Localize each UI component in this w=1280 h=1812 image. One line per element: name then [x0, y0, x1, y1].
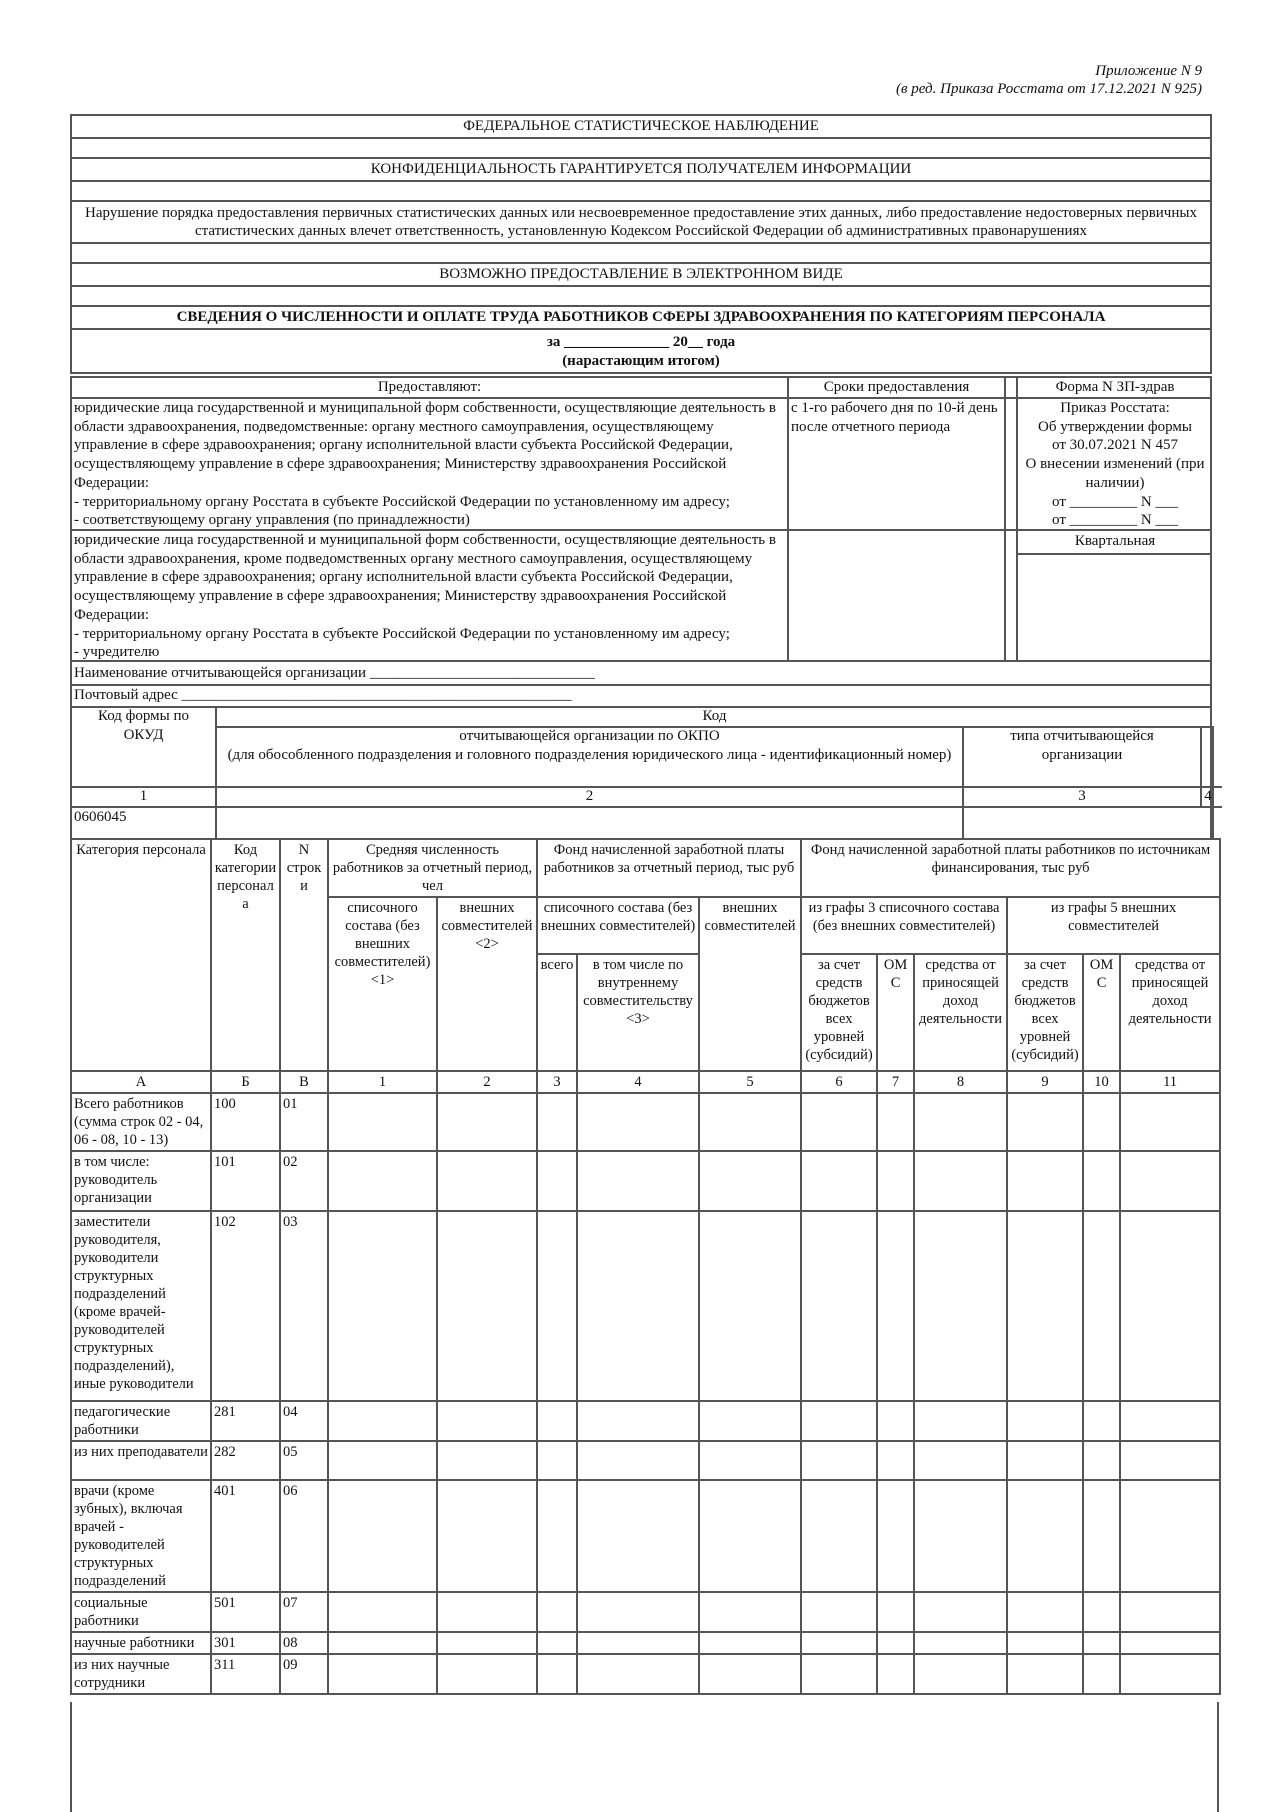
colnum: Б — [211, 1071, 280, 1093]
terms-header: Сроки предоставления — [823, 379, 970, 395]
data-cell-col-3[interactable] — [537, 1592, 577, 1632]
data-cell-col-1[interactable] — [328, 1093, 437, 1151]
header-from-col5: из графы 5 внешних совместителей — [1007, 897, 1220, 954]
data-cell-col-6[interactable] — [801, 1592, 877, 1632]
okpo-label: отчитывающейся организации по ОКПО (для обособленного подразделения и головного подразделения юридического лица - идентификационный номер) — [227, 728, 952, 763]
colnum: А — [71, 1071, 211, 1093]
period-text: за ______________ 20__ года — [546, 334, 736, 350]
providers-row2-text: юридические лица государственной и муниципальной форм собственности, осуществляющие деятельность в области здравоохранения, кроме подведомственных органу местного самоуправления, осуществляющему управление в сфере здравоохранения; органу исполнительной власти субъекта Российской Федерации, осуществляющему управление в сфере здравоохранения; Министерству здравоохранения Российской Федерации: - территориальному органу Росстата в субъекте Российской Федерации по установленному им адресу; - учредителю — [74, 532, 776, 661]
row-category-code: 401 — [211, 1480, 280, 1592]
header-box — [70, 114, 1212, 374]
data-cell-col-9[interactable] — [1007, 1654, 1083, 1694]
row-category-code: 282 — [211, 1441, 280, 1480]
org-type-label: типа отчитывающейся организации — [1010, 728, 1154, 763]
data-cell-col-2[interactable] — [437, 1093, 537, 1151]
data-cell-col-4[interactable] — [577, 1441, 699, 1480]
data-cell-col-6[interactable] — [801, 1480, 877, 1592]
data-cell-col-3[interactable] — [537, 1211, 577, 1401]
data-cell-col-2[interactable] — [437, 1401, 537, 1441]
colnum: 2 — [437, 1071, 537, 1093]
providers-header: Предоставляют: — [377, 379, 482, 395]
data-cell-col-6[interactable] — [801, 1151, 877, 1211]
data-cell-col-11[interactable] — [1120, 1401, 1220, 1441]
row-category-name: заместители руководителя, руководители структурных подразделений (кроме врачей-руководителей структурных подразделений), иные руководители — [71, 1211, 211, 1401]
data-cell-col-5[interactable] — [699, 1654, 801, 1694]
data-cell-col-7[interactable] — [877, 1211, 914, 1401]
header-internal: в том числе по внутреннему совместительству <3> — [577, 954, 699, 1071]
data-cell-col-1[interactable] — [328, 1654, 437, 1694]
data-cell-col-5[interactable] — [699, 1632, 801, 1654]
spacer-row — [72, 139, 1210, 159]
okud-code-value: 0606045 — [74, 809, 127, 825]
data-cell-col-11[interactable] — [1120, 1480, 1220, 1592]
data-cell-col-1[interactable] — [328, 1441, 437, 1480]
data-cell-col-4[interactable] — [577, 1093, 699, 1151]
data-cell-col-5[interactable] — [699, 1151, 801, 1211]
row-line-number: 02 — [280, 1151, 328, 1211]
data-cell-col-10[interactable] — [1083, 1632, 1120, 1654]
violation-row — [72, 202, 1210, 244]
federal-title: ФЕДЕРАЛЬНОЕ СТАТИСТИЧЕСКОЕ НАБЛЮДЕНИЕ — [463, 118, 819, 134]
data-cell-col-2[interactable] — [437, 1592, 537, 1632]
data-cell-col-1[interactable] — [328, 1480, 437, 1592]
row-category-name: в том числе: руководитель организации — [71, 1151, 211, 1211]
data-cell-col-7[interactable] — [877, 1654, 914, 1694]
divider — [1016, 553, 1212, 555]
data-cell-col-11[interactable] — [1120, 1654, 1220, 1694]
table-row — [71, 1151, 1220, 1211]
data-cell-col-11[interactable] — [1120, 1093, 1220, 1151]
data-cell-col-5[interactable] — [699, 1401, 801, 1441]
spacer-row — [72, 182, 1210, 202]
table-row — [71, 1480, 1220, 1592]
data-cell-col-9[interactable] — [1007, 1093, 1083, 1151]
data-cell-col-7[interactable] — [877, 1151, 914, 1211]
org-box — [70, 662, 1212, 838]
data-cell-col-9[interactable] — [1007, 1592, 1083, 1632]
data-cell-col-9[interactable] — [1007, 1480, 1083, 1592]
data-cell-col-5[interactable] — [699, 1480, 801, 1592]
data-cell-col-3[interactable] — [537, 1441, 577, 1480]
header-income-3: средства от приносящей доход деятельности — [914, 954, 1007, 1071]
data-cell-col-9[interactable] — [1007, 1441, 1083, 1480]
data-cell-col-10[interactable] — [1083, 1211, 1120, 1401]
data-cell-col-10[interactable] — [1083, 1480, 1120, 1592]
data-cell-col-10[interactable] — [1083, 1151, 1120, 1211]
data-cell-col-8[interactable] — [914, 1654, 1007, 1694]
violation-text: Нарушение порядка предоставления первичных статистических данных или несвоевременное предоставление этих данных, либо предоставление недостоверных первичных статистических данных влечет ответственность, установленную Кодексом Российской Федерации об административных правонарушениях — [85, 205, 1197, 239]
colnum: 10 — [1083, 1071, 1120, 1093]
data-cell-col-11[interactable] — [1120, 1211, 1220, 1401]
data-cell-col-2[interactable] — [437, 1151, 537, 1211]
confidential-row — [72, 159, 1210, 182]
row-category-name: из них научные сотрудники — [71, 1654, 211, 1694]
column-number-row — [71, 1071, 1220, 1093]
data-cell-col-8[interactable] — [914, 1592, 1007, 1632]
colnum: 11 — [1120, 1071, 1220, 1093]
data-cell-col-5[interactable] — [699, 1592, 801, 1632]
colnum: 3 — [537, 1071, 577, 1093]
data-cell-col-4[interactable] — [577, 1654, 699, 1694]
data-cell-col-11[interactable] — [1120, 1151, 1220, 1211]
confidential-text: КОНФИДЕНЦИАЛЬНОСТЬ ГАРАНТИРУЕТСЯ ПОЛУЧАТЕЛЕМ ИНФОРМАЦИИ — [370, 161, 912, 177]
data-cell-col-9[interactable] — [1007, 1632, 1083, 1654]
data-cell-col-1[interactable] — [328, 1592, 437, 1632]
header-fund-list-staff: списочного состава (без внешних совместителей) — [537, 897, 699, 954]
cumulative-text: (нарастающим итогом) — [562, 353, 720, 369]
divider — [1004, 378, 1006, 662]
appendix-line2: (в ред. Приказа Росстата от 17.12.2021 N 925) — [895, 81, 1202, 97]
header-total: всего — [537, 954, 577, 1071]
col-num-1: 1 — [139, 788, 148, 804]
data-cell-col-9[interactable] — [1007, 1211, 1083, 1401]
table-row — [71, 1401, 1220, 1441]
header-oms-5: ОМС — [1083, 954, 1120, 1071]
spacer-row — [72, 244, 1210, 264]
data-cell-col-11[interactable] — [1120, 1632, 1220, 1654]
col-num-3: 3 — [1078, 788, 1086, 804]
data-cell-col-3[interactable] — [537, 1480, 577, 1592]
row-category-code: 281 — [211, 1401, 280, 1441]
header-from-col3: из графы 3 списочного состава (без внешних совместителей) — [801, 897, 1007, 954]
data-cell-col-1[interactable] — [328, 1151, 437, 1211]
row-line-number: 09 — [280, 1654, 328, 1694]
row-category-name: врачи (кроме зубных), включая врачей - руководителей структурных подразделений — [71, 1480, 211, 1592]
data-cell-col-7[interactable] — [877, 1093, 914, 1151]
table-row — [71, 1592, 1220, 1632]
row-line-number: 01 — [280, 1093, 328, 1151]
data-cell-col-10[interactable] — [1083, 1441, 1120, 1480]
row-category-code: 101 — [211, 1151, 280, 1211]
table-row — [71, 1654, 1220, 1694]
form-header: Форма N ЗП-здрав — [1055, 379, 1175, 395]
data-cell-col-8[interactable] — [914, 1093, 1007, 1151]
data-cell-col-9[interactable] — [1007, 1151, 1083, 1211]
row-category-code: 301 — [211, 1632, 280, 1654]
data-cell-col-4[interactable] — [577, 1592, 699, 1632]
okud-label: Код формы по ОКУД — [97, 708, 190, 743]
data-cell-col-5[interactable] — [699, 1211, 801, 1401]
header-category: Категория персонала — [71, 839, 211, 1071]
header-wage-fund-sources: Фонд начисленной заработной платы работников по источникам финансирования, тыс руб — [801, 839, 1220, 897]
col-num-4: 4 — [1204, 788, 1212, 804]
data-cell-col-5[interactable] — [699, 1093, 801, 1151]
data-cell-col-4[interactable] — [577, 1401, 699, 1441]
data-cell-col-8[interactable] — [914, 1401, 1007, 1441]
divider — [1212, 726, 1214, 838]
data-cell-col-6[interactable] — [801, 1632, 877, 1654]
data-cell-col-1[interactable] — [328, 1401, 437, 1441]
row-line-number: 08 — [280, 1632, 328, 1654]
row-category-code: 102 — [211, 1211, 280, 1401]
colnum: 5 — [699, 1071, 801, 1093]
data-cell-col-2[interactable] — [437, 1632, 537, 1654]
colnum: 9 — [1007, 1071, 1083, 1093]
colnum: 7 — [877, 1071, 914, 1093]
colnum: 8 — [914, 1071, 1007, 1093]
title-row — [72, 307, 1210, 330]
data-cell-col-3[interactable] — [537, 1401, 577, 1441]
header-budget-5: за счет средств бюджетов всех уровней (субсидий) — [1007, 954, 1083, 1071]
data-cell-col-8[interactable] — [914, 1480, 1007, 1592]
providers-box — [70, 376, 1212, 662]
header-line-number: N строки — [280, 839, 328, 1071]
data-cell-col-5[interactable] — [699, 1441, 801, 1480]
terms-row1-text: с 1-го рабочего дня по 10-й день после отчетного периода — [791, 400, 998, 435]
data-cell-col-7[interactable] — [877, 1592, 914, 1632]
data-cell-col-2[interactable] — [437, 1654, 537, 1694]
data-cell-col-3[interactable] — [537, 1654, 577, 1694]
row-category-name: Всего работников (сумма строк 02 - 04, 06 - 08, 10 - 13) — [71, 1093, 211, 1151]
header-avg-headcount: Средняя численность работников за отчетный период, чел — [328, 839, 537, 897]
data-cell-col-1[interactable] — [328, 1211, 437, 1401]
data-cell-col-7[interactable] — [877, 1480, 914, 1592]
colnum: 1 — [328, 1071, 437, 1093]
electronic-text: ВОЗМОЖНО ПРЕДОСТАВЛЕНИЕ В ЭЛЕКТРОННОМ ВИДЕ — [439, 266, 843, 282]
appendix-note — [896, 62, 1202, 98]
colnum: 4 — [577, 1071, 699, 1093]
data-cell-col-4[interactable] — [577, 1151, 699, 1211]
row-category-name: социальные работники — [71, 1592, 211, 1632]
electronic-row — [72, 264, 1210, 287]
data-cell-col-2[interactable] — [437, 1441, 537, 1480]
data-cell-col-11[interactable] — [1120, 1441, 1220, 1480]
form-approval-text: Приказ Росстата: Об утверждении формы от 30.07.2021 N 457 О внесении изменений (при наличии) от _________ N ___ от _________ N ___ — [1025, 400, 1205, 529]
colnum: В — [280, 1071, 328, 1093]
data-cell-col-3[interactable] — [537, 1093, 577, 1151]
data-cell-col-3[interactable] — [537, 1632, 577, 1654]
data-cell-col-1[interactable] — [328, 1632, 437, 1654]
data-cell-col-4[interactable] — [577, 1632, 699, 1654]
row-category-code: 501 — [211, 1592, 280, 1632]
data-cell-col-8[interactable] — [914, 1632, 1007, 1654]
row-line-number: 07 — [280, 1592, 328, 1632]
data-cell-col-6[interactable] — [801, 1654, 877, 1694]
colnum: 6 — [801, 1071, 877, 1093]
row-category-code: 311 — [211, 1654, 280, 1694]
header-list-staff: списочного состава (без внешних совместителей) <1> — [328, 897, 437, 1071]
header-oms-3: ОМС — [877, 954, 914, 1071]
data-cell-col-7[interactable] — [877, 1401, 914, 1441]
appendix-line1: Приложение N 9 — [1095, 63, 1202, 79]
divider — [787, 378, 789, 662]
data-cell-col-2[interactable] — [437, 1480, 537, 1592]
data-cell-col-8[interactable] — [914, 1151, 1007, 1211]
header-external: внешних совместителей <2> — [437, 897, 537, 1071]
data-cell-col-7[interactable] — [877, 1632, 914, 1654]
data-cell-col-9[interactable] — [1007, 1401, 1083, 1441]
table-row — [71, 1441, 1220, 1480]
data-cell-col-6[interactable] — [801, 1211, 877, 1401]
form-title: СВЕДЕНИЯ О ЧИСЛЕННОСТИ И ОПЛАТЕ ТРУДА РАБОТНИКОВ СФЕРЫ ЗДРАВООХРАНЕНИЯ ПО КАТЕГОРИЯМ ПЕРСОНАЛА — [176, 309, 1106, 325]
table-row — [71, 1211, 1220, 1401]
row-line-number: 05 — [280, 1441, 328, 1480]
row-category-name: педагогические работники — [71, 1401, 211, 1441]
personnel-table — [70, 838, 1221, 1695]
row-category-name: из них преподаватели — [71, 1441, 211, 1480]
table-body — [71, 1093, 1220, 1694]
spacer-row — [72, 287, 1210, 307]
federal-row — [72, 116, 1210, 139]
header-budget-3: за счет средств бюджетов всех уровней (субсидий) — [801, 954, 877, 1071]
periodicity-text: Квартальная — [1074, 533, 1156, 549]
data-cell-col-8[interactable] — [914, 1441, 1007, 1480]
okpo-input[interactable] — [217, 808, 962, 836]
header-code: Код категории персонала — [211, 839, 280, 1071]
postal-address-field[interactable]: Почтовый адрес ____________________________________________________ — [74, 687, 572, 703]
header-fund-external: внешних совместителей — [699, 897, 801, 1071]
table-continuation — [70, 1702, 1219, 1812]
data-cell-col-10[interactable] — [1083, 1592, 1120, 1632]
data-cell-col-10[interactable] — [1083, 1654, 1120, 1694]
org-type-input[interactable] — [964, 808, 1212, 836]
period-row — [72, 330, 1210, 374]
providers-row1-text: юридические лица государственной и муниципальной форм собственности, осуществляющие деятельность в области здравоохранения, подведомственные: органу местного самоуправления, осуществляющему управление в сфере здравоохранения; органу исполнительной власти субъекта Российской Федерации, осуществляющему управление в сфере здравоохранения; Министерству здравоохранения Российской Федерации: - территориальному органу Росстата в субъекте Российской Федерации по установленному им адресу; - соответствующему органу управления (по принадлежности) — [74, 400, 776, 529]
data-cell-col-6[interactable] — [801, 1441, 877, 1480]
data-cell-col-8[interactable] — [914, 1211, 1007, 1401]
table-row — [71, 1632, 1220, 1654]
data-cell-col-7[interactable] — [877, 1441, 914, 1480]
data-cell-col-10[interactable] — [1083, 1401, 1120, 1441]
data-cell-col-3[interactable] — [537, 1151, 577, 1211]
data-cell-col-4[interactable] — [577, 1211, 699, 1401]
header-income-5: средства от приносящей доход деятельности — [1120, 954, 1220, 1071]
row-category-code: 100 — [211, 1093, 280, 1151]
data-cell-col-2[interactable] — [437, 1211, 537, 1401]
col-num-2: 2 — [585, 788, 594, 804]
data-cell-col-10[interactable] — [1083, 1093, 1120, 1151]
row-line-number: 04 — [280, 1401, 328, 1441]
data-cell-col-4[interactable] — [577, 1480, 699, 1592]
row-line-number: 03 — [280, 1211, 328, 1401]
row-line-number: 06 — [280, 1480, 328, 1592]
row-category-name: научные работники — [71, 1632, 211, 1654]
data-cell-col-6[interactable] — [801, 1401, 877, 1441]
data-cell-col-6[interactable] — [801, 1093, 877, 1151]
header-wage-fund: Фонд начисленной заработной платы работников за отчетный период, тыс руб — [537, 839, 801, 897]
data-cell-col-11[interactable] — [1120, 1592, 1220, 1632]
code-label: Код — [702, 708, 727, 724]
table-row — [71, 1093, 1220, 1151]
org-name-field[interactable]: Наименование отчитывающейся организации ______________________________ — [74, 665, 595, 681]
